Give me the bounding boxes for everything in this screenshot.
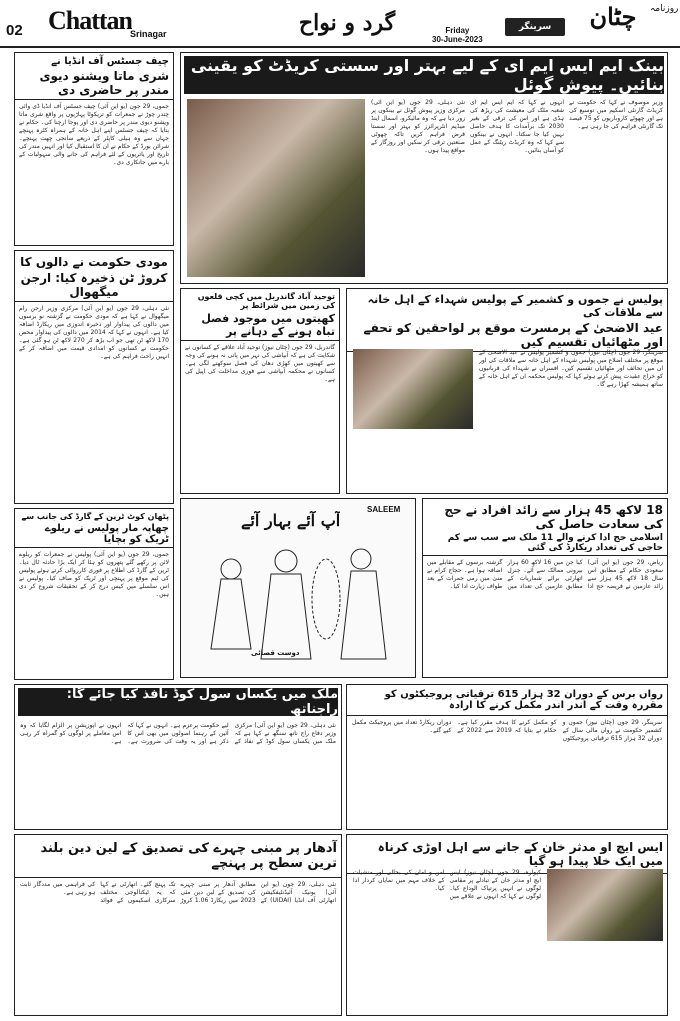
section-title: گرد و نواح (298, 10, 396, 36)
masthead-logo: چٹان (570, 2, 656, 42)
page-number: 02 (6, 22, 23, 39)
article-body: گاندربل، 29 جون (چٹان نیوز) توحید آباد علاقے کے کسانوں نے شکایت کی ہے کہ آبپاشی کی نہر میں پانی نہ ہونے کی وجہ سے کھیتوں میں کھڑی دھان کی فصل سوکھنے لگی ہے۔ کسانوں نے محکمہ آبپاشی سے فوری مداخلت کی اپیل کی ہے۔ (185, 344, 335, 383)
article-cji (14, 52, 174, 246)
article-headline: کھیتوں میں موجود فصل تباہ ہونے کے دہانے پر (181, 310, 339, 341)
article-body: جموں، 29 جون (یو این آئی) پولیس نے جمعرات کو ریلوے لائن پر رکھے گئے پتھروں کو ہٹا کر ایک بڑا حادثہ ٹال دیا۔ ٹرین کے گارڈ کی اطلاع پر فوری کارروائی کرتے ہوئے پولیس کی ٹیم موقع پر پہنچی اور ٹریک کو صاف کیا۔ پولیس نے اس سلسلے میں کیس درج کر کے تحقیقات شروع کر دی ہیں۔ (19, 551, 170, 598)
article-body: نئی دہلی، 29 جون (یو این آئی) مرکزی وزیر ارجن رام میگھوال نے کہا ہے کہ مودی حکومت نے گزشتہ نو برسوں میں دالوں کی پیداوار اور ذخیرہ اندوزی میں ریکارڈ اضافہ کیا ہے۔ انہوں نے کہا کہ 2014 میں دالوں کی پیداوار محض 170 لاکھ ٹن تھی جو اب بڑھ کر 270 لاکھ ٹن ہو گئی ہے۔ حکومت نے کسانوں کو امدادی قیمت میں اضافہ کر کے انہیں راحت فراہم کی ہے۔ (19, 305, 170, 360)
article-headline: چھاپہ مار پولیس نے ریلوے ٹریک کو بچایا (15, 521, 173, 548)
article-headline: آدھار پر مبنی چہرے کی تصدیق کے لین دین بلند ترین سطح پر پہنچے (15, 835, 341, 878)
article-body: جموں، 29 جون (یو این آئی) چیف جسٹس آف انڈیا ڈی وائی چندر چوڑ نے جمعرات کو تریکوٹا پہاڑیوں پر واقع شری ماتا ویشنو دیوی مندر پر حاضری دی اور پوجا ارچنا کی۔ حکام نے بتایا کہ چیف جسٹس اپنے اہل خانہ کے ہمراہ کٹرہ پہنچے جہاں سے وہ ہیلی کاپٹر کے ذریعے سانجی چھت پہنچے۔ شرائن بورڈ کے حکام نے ان کا استقبال کیا اور انہیں مندر کی تاریخ اور یاتریوں کے لئے فراہم کی جانے والی سہولیات کے بارے میں جانکاری دی۔ (18, 103, 169, 166)
photo-piyush-goyal (187, 99, 365, 277)
daily-label: روزنامہ (650, 4, 679, 14)
article-body: ریاض، 29 جون (یو این آئی) سعودی حکام کے مطابق اس سال 18 لاکھ 45 ہزار سے زائد عازمین نے فریضہ حج ادا کیا جن میں 16 لاکھ 60 ہزار بیرونی ممالک سے آئے۔ جنرل اتھارٹی برائے شماریات کے مطابق عازمین کی تعداد میں گزشتہ برسوں کے مقابلے میں اضافہ ہوا ہے۔ حجاج کرام نے منیٰ میں رمی جمرات کے بعد طواف زیارت ادا کیا۔ (427, 559, 664, 590)
article-headline: شری ماتا ویشنو دیوی مندر پر حاضری دی (15, 67, 173, 100)
cartoon-tag: دوست قصائی (251, 649, 300, 657)
article-ucc (14, 684, 342, 830)
article-aadhaar (14, 834, 342, 1016)
article-headline: مودی حکومت نے دالوں کا (20, 255, 168, 269)
article-kicker: چیف جسٹس آف انڈیا نے (51, 56, 169, 67)
lead-headline: بینک ایم ایس ایم ای کے لیے بہتر اور سستی کریڈٹ کو یقینی بنائیں۔ پیوش گوئل (184, 56, 664, 94)
article-railway (14, 508, 174, 680)
article-headline: کروڑ ٹن ذخیرہ کیا: ارجن میگھوال (15, 269, 173, 302)
article-body: سرینگر، 29 جون (چٹان نیوز) جموں و کشمیر حکومت نے رواں مالی سال کے دوران 32 ہزار 615 ترقیاتی پروجیکٹوں کو مکمل کرنے کا ہدف مقرر کیا ہے۔ حکام نے بتایا کہ 2019 سے 2022 کے دوران ریکارڈ تعداد میں پروجیکٹ مکمل کیے گئے۔ (352, 719, 662, 742)
article-body: سرینگر، 29 جون (چٹان نیوز) جموں و کشمیر پولیس نے عید الاضحیٰ کے موقع پر مختلف اضلاع میں پولیس شہداء کے اہل خانہ سے ملاقات کی اور ان میں تحائف اور مٹھائیاں تقسیم کیں۔ افسران نے شہداء کی قربانیوں کو خراج عقیدت پیش کرتے ہوئے کہا کہ پولیس محکمہ ان کے اہل خانہ کے ساتھ ہمیشہ کھڑا رہے گا۔ (479, 349, 663, 388)
article-headline: ایس ایچ او مدثر خان کے جانے سے اہل اوڑی کرناہ میں ایک خلا پیدا ہو گیا (347, 835, 667, 874)
article-subhead: اسلامی حج ادا کرنے والے 11 ملک سے سب سے کم حاجی کی تعداد ریکارڈ کی گئی (423, 531, 667, 556)
article-kicker: پولیس نے جموں و کشمیر کے پولیس شہداء کے اہل خانہ سے ملاقات کی (367, 293, 663, 319)
lead-body: نئی دہلی، 29 جون (یو این آئی) مرکزی وزیر پیوش گوئل نے بینکوں پر زور دیا ہے کہ وہ مائیکرو، اسمال اینڈ میڈیم انٹرپرائزز کو بہتر اور سستا قرض فراہم کریں تاکہ چھوٹی صنعتیں ترقی کر سکیں اور روزگار کے مواقع پیدا ہوں۔ انہوں نے کہا کہ ایم ایس ایم ای شعبہ ملک کی معیشت کی ریڑھ کی ہڈی ہے اور اس کی ترقی کے بغیر 2030 تک برآمدات کا ہدف حاصل نہیں کیا جا سکتا۔ انہوں نے بینکوں سے کہا کہ وہ کریڈٹ ریٹنگ کے عمل کو آسان بنائیں۔ وزیر موصوف نے کہا کہ حکومت نے کریڈٹ گارنٹی اسکیم میں توسیع کی ہے اور چھوٹے کاروباریوں کو 75 فیصد تک گارنٹی فراہم کی جا رہی ہے۔ (371, 99, 663, 154)
article-body: نئی دہلی، 29 جون (یو این آئی) یونیک آئیڈنٹیفکیشن اتھارٹی آف انڈیا (UIDAI) کے مطابق آدھار پر مبنی چہرے کی تصدیق کے لین دین مئی 2023 میں ریکارڈ 1.06 کروڑ تک پہنچ گئے۔ اتھارٹی نے کہا کہ یہ ٹیکنالوجی مختلف سرکاری اسکیموں کے فوائد کی فراہمی میں مددگار ثابت ہو رہی ہے۔ (20, 881, 336, 904)
article-pulses (14, 250, 174, 504)
page-header (0, 0, 680, 48)
issue-date: Friday 30-June-2023 (432, 26, 483, 44)
article-police (346, 288, 668, 494)
cartoon-title: آپ آئے بہار آئے (241, 511, 341, 530)
editorial-cartoon (180, 498, 416, 678)
article-headline: ملک میں یکساں سول کوڈ نافذ کیا جائے گا: راجناتھ (18, 688, 338, 716)
article-farm (180, 288, 340, 494)
article-body: نئی دہلی، 29 جون (یو این آئی) مرکزی وزیر دفاع راج ناتھ سنگھ نے کہا ہے کہ ملک میں یکساں سول کوڈ کے نفاذ کے لیے حکومت پرعزم ہے۔ انہوں نے کہا کہ آئین کے رہنما اصولوں میں بھی اس کا ذکر ہے اور یہ وقت کی ضرورت ہے۔ انہوں نے اپوزیشن پر الزام لگایا کہ وہ اس معاملے پر لوگوں کو گمراہ کر رہی ہے۔ (20, 722, 336, 745)
article-headline: عید الاضحیٰ کے پرمسرت موقع پر لواحقین کو تحفے اور مٹھائیاں تقسیم کیں (347, 319, 667, 352)
brand-name: Chattan (48, 6, 133, 35)
article-headline: 18 لاکھ 45 ہزار سے زائد افراد نے حج کی سعادت حاصل کی (444, 503, 663, 531)
article-sho (346, 834, 668, 1016)
article-kicker: پٹھان کوٹ ٹرین کے گارڈ کی جانب سے (21, 512, 169, 521)
article-kicker: توحید آباد گاندربل میں کچی قلعوں کی زمین میں شرائط پر (197, 292, 335, 310)
article-hajj (422, 498, 668, 678)
photo-sho-farewell (547, 869, 663, 941)
city-logo: سرینگر (505, 18, 565, 36)
photo-police-visit (353, 349, 473, 429)
article-projects (346, 684, 668, 830)
article-body: کپوارہ، 29 جون (چٹان نیوز) ایس ایچ او مدثر خان کے تبادلے پر مقامی لوگوں نے انہیں پرتپاک الوداع کیا۔ لوگوں نے کہا کہ انہوں نے علاقے میں امن و امان کی بحالی اور منشیات کے خلاف مہم میں نمایاں کردار ادا کیا۔ (353, 869, 541, 900)
cartoon-artist: SALEEM (367, 505, 401, 514)
article-headline: رواں برس کے دوران 32 ہزار 615 ترقیاتی پروجیکٹوں کو مقررہ وقت کے اندر اندر مکمل کرنے کا ارادہ (347, 685, 667, 716)
city-name: Srinagar (130, 29, 167, 39)
lead-story (180, 52, 668, 284)
